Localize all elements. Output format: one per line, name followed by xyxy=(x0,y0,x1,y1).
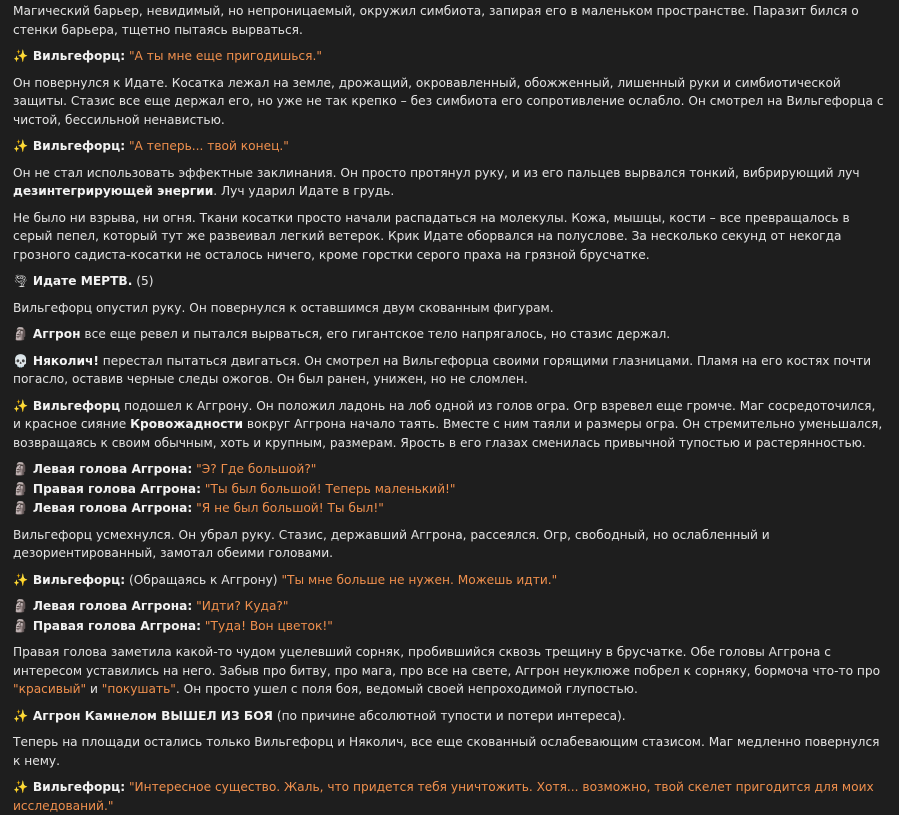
dialogue-line xyxy=(13,460,885,479)
moai-icon: 🗿 xyxy=(13,599,29,613)
text-segment: Правая голова заметила какой-то чудом уцелевший сорняк, пробившийся сквозь трещину в брусчатке. Обе головы Аггрона с интересом уставились на него. Забыв про битву, про мага, про все на свете, Аггрон неуклюже побрел к сорняку, бормоча что-то про xyxy=(13,645,881,678)
dialogue-line xyxy=(13,597,885,616)
quote-text: "Э? Где большой?" xyxy=(196,462,317,476)
text-segment: (по причине абсолютной тупости и потери интереса). xyxy=(272,708,626,723)
narration-paragraph xyxy=(13,397,885,453)
speaker-name: Левая голова Аггрона: xyxy=(32,501,193,515)
aside-text: (Обращаясь к Аггрону) xyxy=(125,572,282,587)
narration-paragraph: Вильгефорц опустил руку. Он повернулся к оставшимся двум скованным фигурам. xyxy=(13,300,554,315)
quote-text: "Ты мне больше не нужен. Можешь идти." xyxy=(281,572,558,587)
narration-paragraph: Теперь на площади остались только Вильгефорц и Няколич, все еще скованный ослабевающим стазисом. Маг медленно повернулся к нему. xyxy=(13,735,880,768)
emphasis-text: Кровожадности xyxy=(130,417,244,431)
moai-icon: 🗿 xyxy=(13,481,29,496)
speaker-name: Правая голова Аггрона: xyxy=(32,481,202,496)
character-name: Вильгефорц xyxy=(32,398,121,413)
speaker-name: Левая голова Аггрона: xyxy=(32,599,193,613)
quote-text: "Ты был большой! Теперь маленький!" xyxy=(204,481,456,496)
sparkles-icon: ✨ xyxy=(13,139,29,153)
quote-text: "А ты мне еще пригодишься." xyxy=(128,49,322,63)
status-line xyxy=(13,272,885,291)
moai-icon: 🗿 xyxy=(13,462,29,476)
text-segment: . Луч ударил Идате в грудь. xyxy=(213,184,395,198)
quote-text: "красивый" xyxy=(13,682,87,696)
narration-paragraph: Магический барьер, невидимый, но непроницаемый, окружил симбиота, запирая его в маленьком пространстве. Паразит бился о стенки барьера, тщетно пытаясь вырваться. xyxy=(13,4,859,37)
dialogue-line xyxy=(13,137,885,156)
narration-paragraph: Вильгефорц усмехнулся. Он убрал руку. Стазис, державший Аггрона, рассеялся. Огр, свободный, но ослабленный и дезориентированный, замотал обеими головами. xyxy=(13,527,770,560)
sparkles-icon: ✨ xyxy=(13,708,29,723)
sparkles-icon: ✨ xyxy=(13,780,29,794)
narration-paragraph: Не было ни взрыва, ни огня. Ткани косатки просто начали распадаться на молекулы. Кожа, мышцы, кости – все превращалось в серый пепел, который тут же развеивал легкий ветерок. Крик Идате оборвался на полуслове. За несколько секунд от некогда грозного садиста-косатки не осталось ничего, кроме горстки серого праха на грязной брусчатке. xyxy=(13,210,850,262)
sparkles-icon: ✨ xyxy=(13,49,29,63)
narration-paragraph xyxy=(13,643,885,699)
narration-paragraph: Он повернулся к Идате. Косатка лежал на земле, дрожащий, окровавленный, обожженный, лишенный руки и симбиотической защиты. Стазис все еще держал его, но уже не так крепко – без симбиота его сопротивление ослабло. Он смотрел на Вильгефорца с чистой, бессильной ненавистью. xyxy=(13,75,884,127)
text-segment: перестал пытаться двигаться. Он смотрел на Вильгефорца своими горящими глазницами. Пламя на его костях почти погасло, оставив черные следы ожогов. Он был ранен, унижен, но не сломлен. xyxy=(13,353,872,386)
status-label: Аггрон Камнелом ВЫШЕЛ ИЗ БОЯ xyxy=(32,708,273,723)
speaker-name: Левая голова Аггрона: xyxy=(32,462,193,476)
text-segment: Он не стал использовать эффектные заклинания. Он просто протянул руку, и из его пальцев вырвался тонкий, вибрирующий луч xyxy=(13,165,860,180)
dialogue-line xyxy=(13,571,885,590)
quote-text: "покушать" xyxy=(101,682,176,696)
sparkles-icon: ✨ xyxy=(13,398,29,413)
narration-paragraph xyxy=(13,164,885,201)
moai-icon: 🗿 xyxy=(13,327,29,341)
quote-text: "Интересное существо. Жаль, что придется тебя уничтожить. Хотя... возможно, твой скелет пригодится для моих исследований." xyxy=(13,780,874,813)
speaker-name: Вильгефорц: xyxy=(32,780,126,794)
moai-icon: 🗿 xyxy=(13,501,29,515)
dialogue-line xyxy=(13,778,885,815)
speaker-name: Правая голова Аггрона: xyxy=(32,618,202,633)
dialogue-line xyxy=(13,617,885,636)
character-name: Няколич! xyxy=(32,353,99,368)
emphasis-text: дезинтегрирующей энергии xyxy=(13,184,214,198)
quote-text: "Туда! Вон цветок!" xyxy=(204,618,333,633)
quote-text: "А теперь... твой конец." xyxy=(128,139,289,153)
speaker-name: Вильгефорц: xyxy=(32,139,126,153)
dialogue-line xyxy=(13,47,885,66)
text-segment: все еще ревел и пытался вырваться, его гигантское тело напрягалось, но стазис держал. xyxy=(80,327,671,341)
dialogue-line xyxy=(13,480,885,499)
skull-icon: 💀 xyxy=(13,353,29,368)
character-name: Аггрон xyxy=(32,327,81,341)
text-segment: вокруг Аггрона начало таять. Вместе с ним таяли и размеры огра. Он стремительно уменьшался, возвращаясь к своим обычным, хоть и крупным, размерам. Ярость в его глазах сменилась привычной тупостью и растерянностью. xyxy=(13,417,883,450)
dialogue-line xyxy=(13,499,885,518)
status-line xyxy=(13,707,885,726)
narration-paragraph xyxy=(13,325,885,344)
text-segment: . Он просто ушел с поля боя, ведомый своей непроходимой глупостью. xyxy=(175,682,638,696)
moai-icon: 🗿 xyxy=(13,618,29,633)
status-count: (5) xyxy=(132,274,154,288)
narration-paragraph xyxy=(13,352,885,389)
speaker-name: Вильгефорц: xyxy=(32,572,126,587)
speaker-name: Вильгефорц: xyxy=(32,49,126,63)
status-label: Идате МЕРТВ. xyxy=(32,274,133,288)
text-segment: подошел к Аггрону. Он положил ладонь на лоб одной из голов огра. Огр взревел еще громче. Маг сосредоточился, и красное сияние xyxy=(13,398,876,431)
tornado-icon: 🌪 xyxy=(13,274,29,288)
quote-text: "Идти? Куда?" xyxy=(196,599,289,613)
sparkles-icon: ✨ xyxy=(13,572,29,587)
quote-text: "Я не был большой! Ты был!" xyxy=(196,501,384,515)
text-segment: и xyxy=(86,682,102,696)
